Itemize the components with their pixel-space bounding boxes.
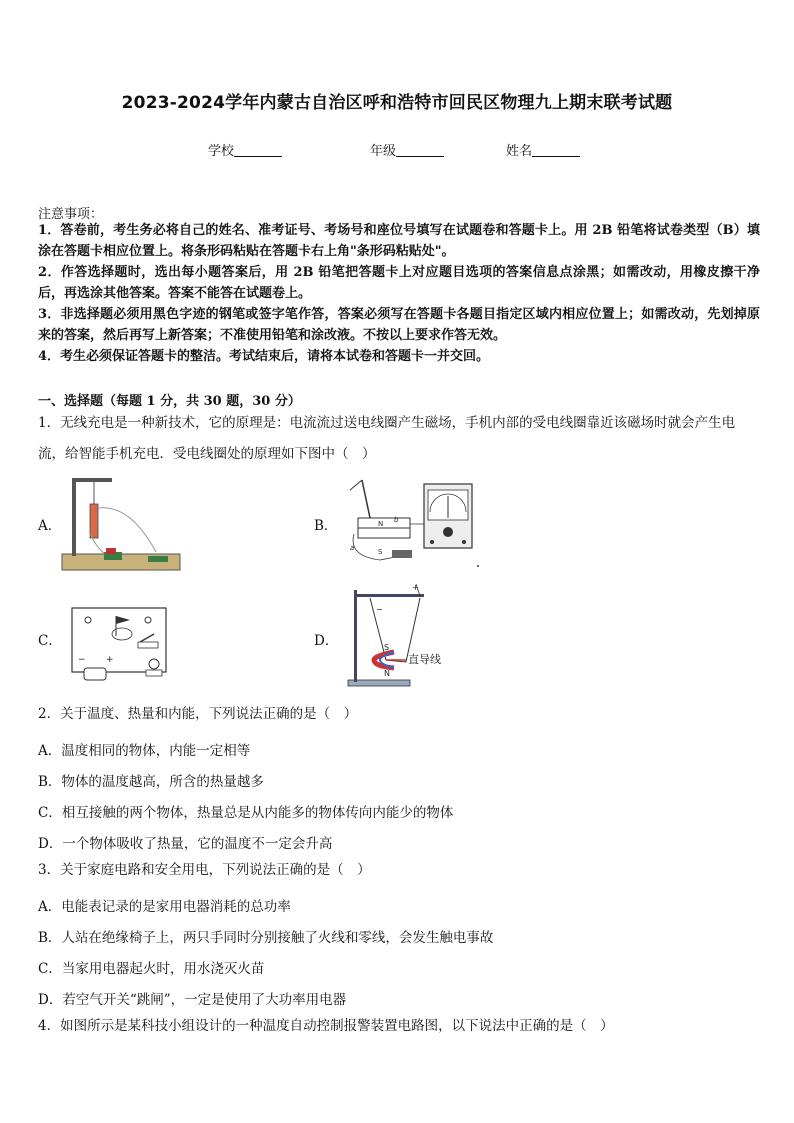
question-3-stem: 3．关于家庭电路和安全用电，下列说法正确的是（ ） xyxy=(38,862,371,878)
q1-option-d-label[interactable]: D． xyxy=(314,633,339,649)
question-4-stem: 4．如图所示是某科技小组设计的一种温度自动控制报警装置电路图，以下说法中正确的是（ ） xyxy=(38,1018,614,1034)
question-1-stem: 1．无线充电是一种新技术，它的原理是：电流流过送电线圈产生磁场，手机内部的受电线圈靠近该磁场时就会产生电流，给智能手机充电．受电线圈处的原理如下图中（ ） xyxy=(38,415,736,462)
grade-field xyxy=(370,140,444,159)
grade-label: 年级 xyxy=(370,144,397,159)
q1-figure-b-a: a xyxy=(350,544,355,552)
q1-figure-d-plus: + xyxy=(412,583,419,592)
notice-item-2: 2．作答选择题时，选出每小题答案后，用 2B 铅笔把答题卡上对应题目选项的答案信息点涂黑；如需改动，用橡皮擦干净后，再选涂其他答案。答案不能答在试题卷上。 xyxy=(38,265,760,301)
question-2-stem: 2．关于温度、热量和内能，下列说法正确的是（ ） xyxy=(38,706,358,722)
q2-option-b[interactable]: B．物体的温度越高，所含的热量越多 xyxy=(38,774,264,790)
name-label: 姓名 xyxy=(506,144,533,159)
q2-option-d[interactable]: D．一个物体吸收了热量，它的温度不一定会升高 xyxy=(38,836,333,852)
section-heading: 一、选择题（每题 1 分，共 30 题，30 分） xyxy=(38,394,301,409)
name-blank[interactable] xyxy=(532,144,580,157)
q1-figure-d-n: N xyxy=(384,669,390,678)
q3-option-d[interactable]: D．若空气开关“跳闸”，一定是使用了大功率用电器 xyxy=(38,992,347,1008)
q1-option-b-label[interactable]: B． xyxy=(314,518,338,534)
q1-figure-d-minus: − xyxy=(376,605,383,614)
q1-figure-b xyxy=(340,478,480,570)
name-field xyxy=(506,140,580,159)
q3-option-b[interactable]: B．人站在绝缘椅子上，两只手同时分别接触了火线和零线，会发生触电事故 xyxy=(38,930,494,946)
q1-figure-c-plus: + xyxy=(106,655,114,665)
q1-figure-a xyxy=(60,474,182,572)
school-field xyxy=(208,140,282,159)
q1-figure-b-b: b xyxy=(394,516,399,524)
school-label: 学校 xyxy=(208,144,235,159)
q1-figure-d xyxy=(340,580,460,688)
q3-option-c[interactable]: C．当家用电器起火时，用水浇灭火苗 xyxy=(38,961,265,977)
q1-option-a-label[interactable]: A． xyxy=(38,518,62,534)
page-title: 2023-2024学年内蒙古自治区呼和浩特市回民区物理九上期末联考试题 xyxy=(121,93,673,113)
q1-figure-b-n: N xyxy=(378,520,384,528)
q1-option-c-label[interactable]: C． xyxy=(38,633,62,649)
notice-heading: 注意事项： xyxy=(38,207,104,222)
q1-figure-c-minus: − xyxy=(78,655,86,665)
q3-option-a[interactable]: A．电能表记录的是家用电器消耗的总功率 xyxy=(38,899,291,915)
q2-option-c[interactable]: C．相互接触的两个物体，热量总是从内能多的物体传向内能少的物体 xyxy=(38,805,454,821)
q1-figure-b-s: S xyxy=(378,548,383,556)
q1-figure-d-wire-label: 直导线 xyxy=(408,653,441,666)
q1-figure-c xyxy=(66,602,170,686)
notice-item-4: 4．考生必须保证答题卡的整洁。考试结束后，请将本试卷和答题卡一并交回。 xyxy=(38,349,490,364)
notice-item-1: 1．答卷前，考生务必将自己的姓名、准考证号、考场号和座位号填写在试题卷和答题卡上。用 2B 铅笔将试卷类型（B）填涂在答题卡相应位置上。将条形码粘贴在答题卡右上角"条形码粘贴处"。 xyxy=(38,223,760,259)
grade-blank[interactable] xyxy=(396,144,444,157)
notice-item-3: 3．非选择题必须用黑色字迹的钢笔或签字笔作答，答案必须写在答题卡各题目指定区域内相应位置上；如需改动，先划掉原来的答案，然后再写上新答案；不准使用铅笔和涂改液。不按以上要求作答无效。 xyxy=(38,307,760,343)
q2-option-a[interactable]: A．温度相同的物体，内能一定相等 xyxy=(38,743,251,759)
q1-figure-d-s: S xyxy=(384,643,390,652)
school-blank[interactable] xyxy=(234,144,282,157)
